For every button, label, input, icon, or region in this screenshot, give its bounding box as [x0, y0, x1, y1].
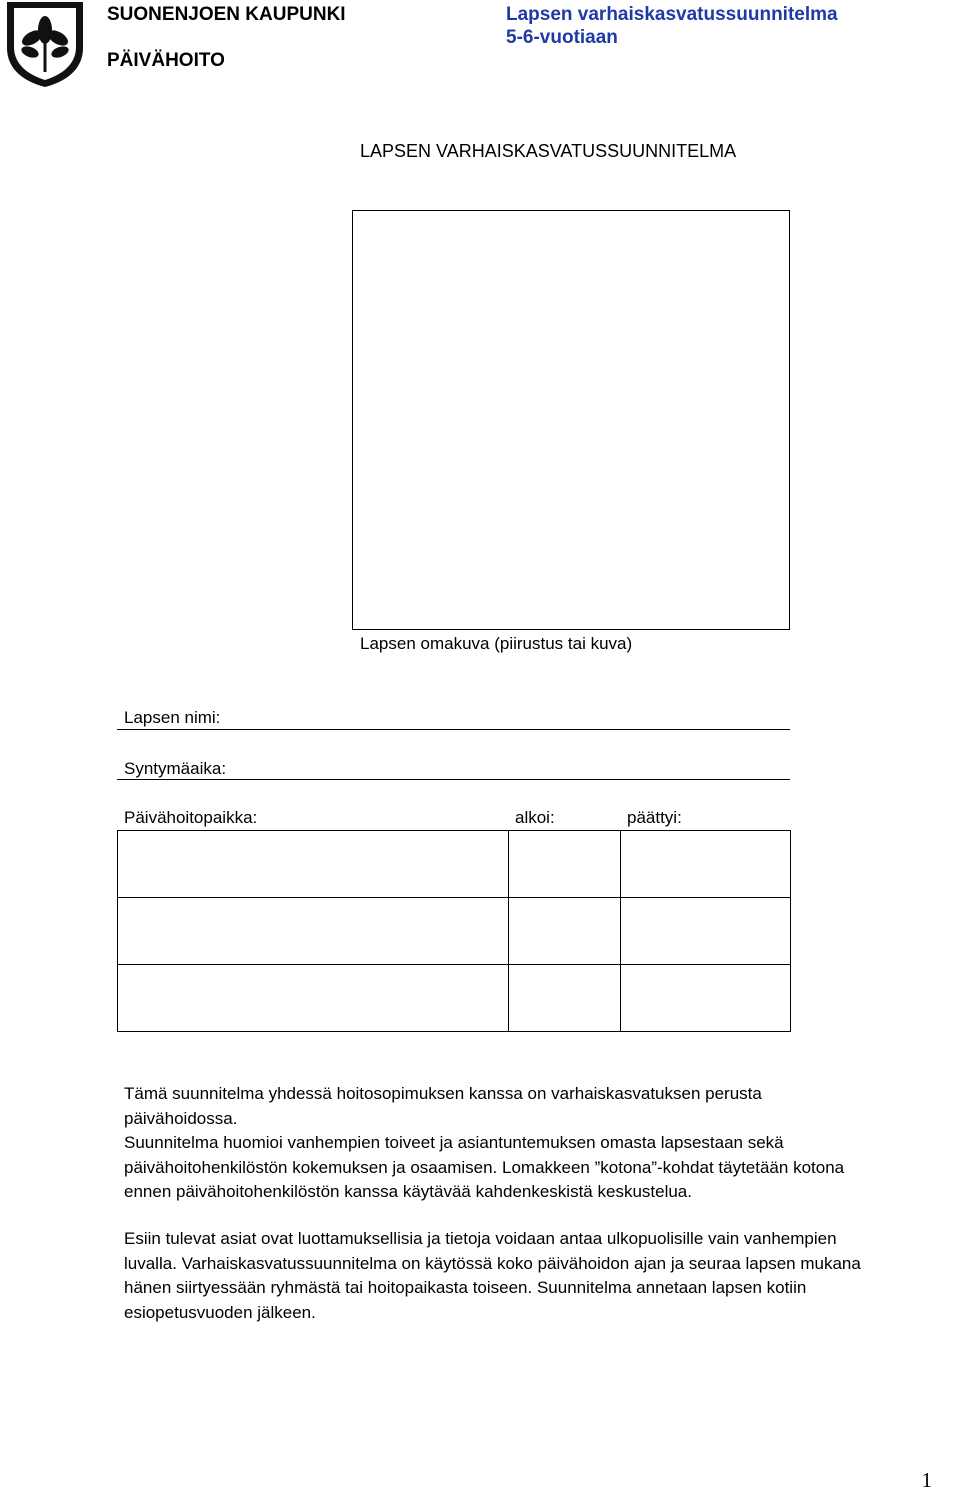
table-row	[118, 898, 791, 965]
self-portrait-caption: Lapsen omakuva (piirustus tai kuva)	[360, 634, 633, 653]
paragraph-line: päivähoidossa.	[124, 1108, 238, 1128]
paragraph-line: hänen siirtyessään ryhmästä tai hoitopaikasta toiseen. Suunnitelma annetaan lapsen kotiin	[124, 1278, 807, 1297]
confidentiality-paragraph	[124, 1227, 954, 1325]
city-coat-of-arms-logo	[5, 0, 85, 88]
paragraph-line: luvalla. Varhaiskasvatussuunnitelma on käytössä koko päivähoidon ajan ja seuraa lapsen mukana	[124, 1253, 861, 1273]
org-name: SUONENJOEN KAUPUNKI	[107, 4, 346, 25]
started-label: alkoi:	[515, 808, 555, 827]
daycare-history-table	[117, 830, 791, 1032]
ended-cell[interactable]	[621, 898, 791, 965]
paragraph-line: päivähoitohenkilöstön kokemuksen ja osaamisen. Lomakkeen ”kotona”-kohdat täytetään kotona	[124, 1157, 845, 1177]
ended-cell[interactable]	[621, 831, 791, 898]
ended-label: päättyi:	[627, 808, 682, 827]
table-row	[118, 965, 791, 1032]
daycare-place-cell[interactable]	[118, 965, 509, 1032]
paragraph-line: esiopetusvuoden jälkeen.	[124, 1302, 316, 1322]
table-row	[118, 831, 791, 898]
self-portrait-box[interactable]	[352, 210, 790, 630]
child-name-field[interactable]	[117, 729, 790, 730]
daycare-place-cell[interactable]	[118, 831, 509, 898]
started-cell[interactable]	[509, 898, 621, 965]
daycare-place-cell[interactable]	[118, 898, 509, 965]
child-name-label: Lapsen nimi:	[124, 708, 221, 727]
ended-cell[interactable]	[621, 965, 791, 1032]
header-doc-subtitle: 5-6-vuotiaan	[506, 27, 618, 48]
birthdate-label: Syntymäaika:	[124, 759, 227, 778]
started-cell[interactable]	[509, 831, 621, 898]
paragraph-line: Suunnitelma huomioi vanhempien toiveet ja asiantuntemuksen omasta lapsestaan sekä	[124, 1133, 784, 1152]
department-name: PÄIVÄHOITO	[107, 50, 225, 71]
paragraph-line: Tämä suunnitelma yhdessä hoitosopimuksen kanssa on varhaiskasvatuksen perusta	[124, 1084, 762, 1103]
paragraph-line: ennen päivähoitohenkilöstön kanssa käytävää kahdenkeskistä keskustelua.	[124, 1182, 692, 1201]
birthdate-field[interactable]	[117, 779, 790, 780]
page-title: LAPSEN VARHAISKASVATUSSUUNNITELMA	[360, 141, 737, 161]
page-number: 1	[921, 1468, 932, 1492]
header-doc-title: Lapsen varhaiskasvatussuunnitelma	[506, 4, 838, 25]
daycare-place-label: Päivähoitopaikka:	[124, 808, 258, 827]
paragraph-line: Esiin tulevat asiat ovat luottamuksellisia ja tietoja voidaan antaa ulkopuolisille vain vanhempien	[124, 1229, 837, 1248]
started-cell[interactable]	[509, 965, 621, 1032]
intro-paragraph	[124, 1082, 954, 1205]
